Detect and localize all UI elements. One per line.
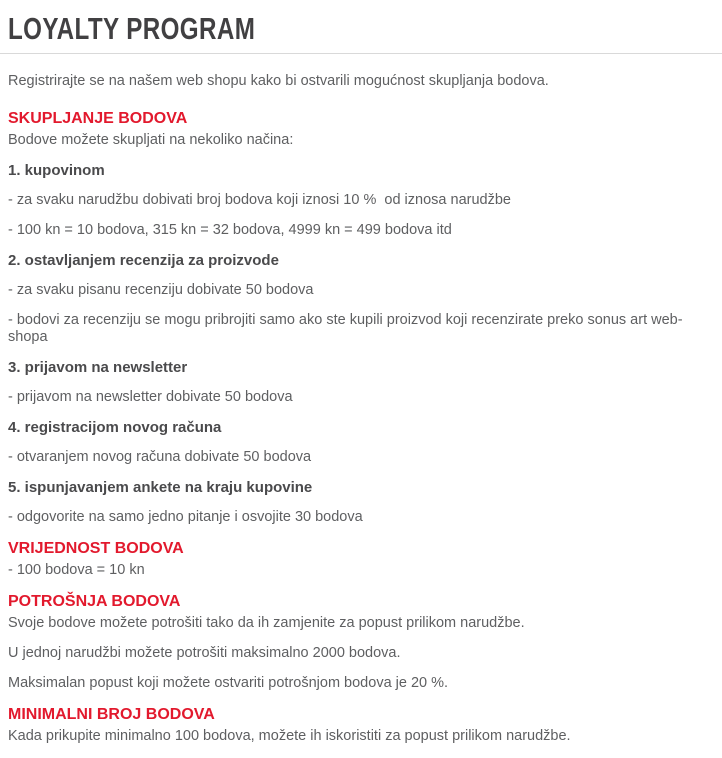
minimum-point: Kada prikupite minimalno 100 bodova, možete ih iskoristiti za popust prilikom narudžbe. (8, 728, 571, 744)
method-point: - otvaranjem novog računa dobivate 50 bodova (8, 449, 312, 465)
method-title-newsletter: 3. prijavom na newsletter (8, 359, 188, 376)
spend-point: Maksimalan popust koji možete ostvariti potrošnjom bodova je 20 %. (8, 675, 449, 691)
section-heading-skupljanje-bodova: SKUPLJANJE BODOVA (8, 110, 188, 127)
section-heading-potrosnja-bodova: POTROŠNJA BODOVA (8, 593, 181, 610)
method-point: - bodovi za recenziju se mogu pribrojiti samo ako ste kupili proizvod koji recenzirate preko sonus art web-shopa (8, 312, 683, 345)
spend-point: U jednoj narudžbi možete potrošiti maksimalno 2000 bodova. (8, 645, 401, 661)
method-title-registracija: 4. registracijom novog računa (8, 419, 222, 436)
method-point: - za svaku pisanu recenziju dobivate 50 bodova (8, 282, 314, 298)
section-heading-minimalni-broj-bodova: MINIMALNI BROJ BODOVA (8, 706, 215, 723)
page-title (0, 11, 722, 54)
intro-text: Registrirajte se na našem web shopu kako bi ostvarili mogućnost skupljanja bodova. (8, 73, 549, 89)
method-point: - odgovorite na samo jedno pitanje i osvojite 30 bodova (8, 509, 363, 525)
value-point: - 100 bodova = 10 kn (8, 562, 145, 578)
page-title-text: LOYALTY PROGRAM (8, 11, 256, 46)
section-heading-vrijednost-bodova: VRIJEDNOST BODOVA (8, 540, 184, 557)
method-point: - za svaku narudžbu dobivati broj bodova koji iznosi 10 % od iznosa narudžbe (8, 192, 511, 208)
method-title-recenzije: 2. ostavljanjem recenzija za proizvode (8, 252, 279, 269)
method-title-anketa: 5. ispunjavanjem ankete na kraju kupovine (8, 479, 313, 496)
page-content (0, 54, 722, 745)
collect-subtitle: Bodove možete skupljati na nekoliko načina: (8, 132, 294, 148)
method-point: - 100 kn = 10 bodova, 315 kn = 32 bodova, 4999 kn = 499 bodova itd (8, 222, 452, 238)
method-title-kupovinom: 1. kupovinom (8, 162, 105, 179)
spend-point: Svoje bodove možete potrošiti tako da ih zamjenite za popust prilikom narudžbe. (8, 615, 525, 631)
method-point: - prijavom na newsletter dobivate 50 bodova (8, 389, 293, 405)
